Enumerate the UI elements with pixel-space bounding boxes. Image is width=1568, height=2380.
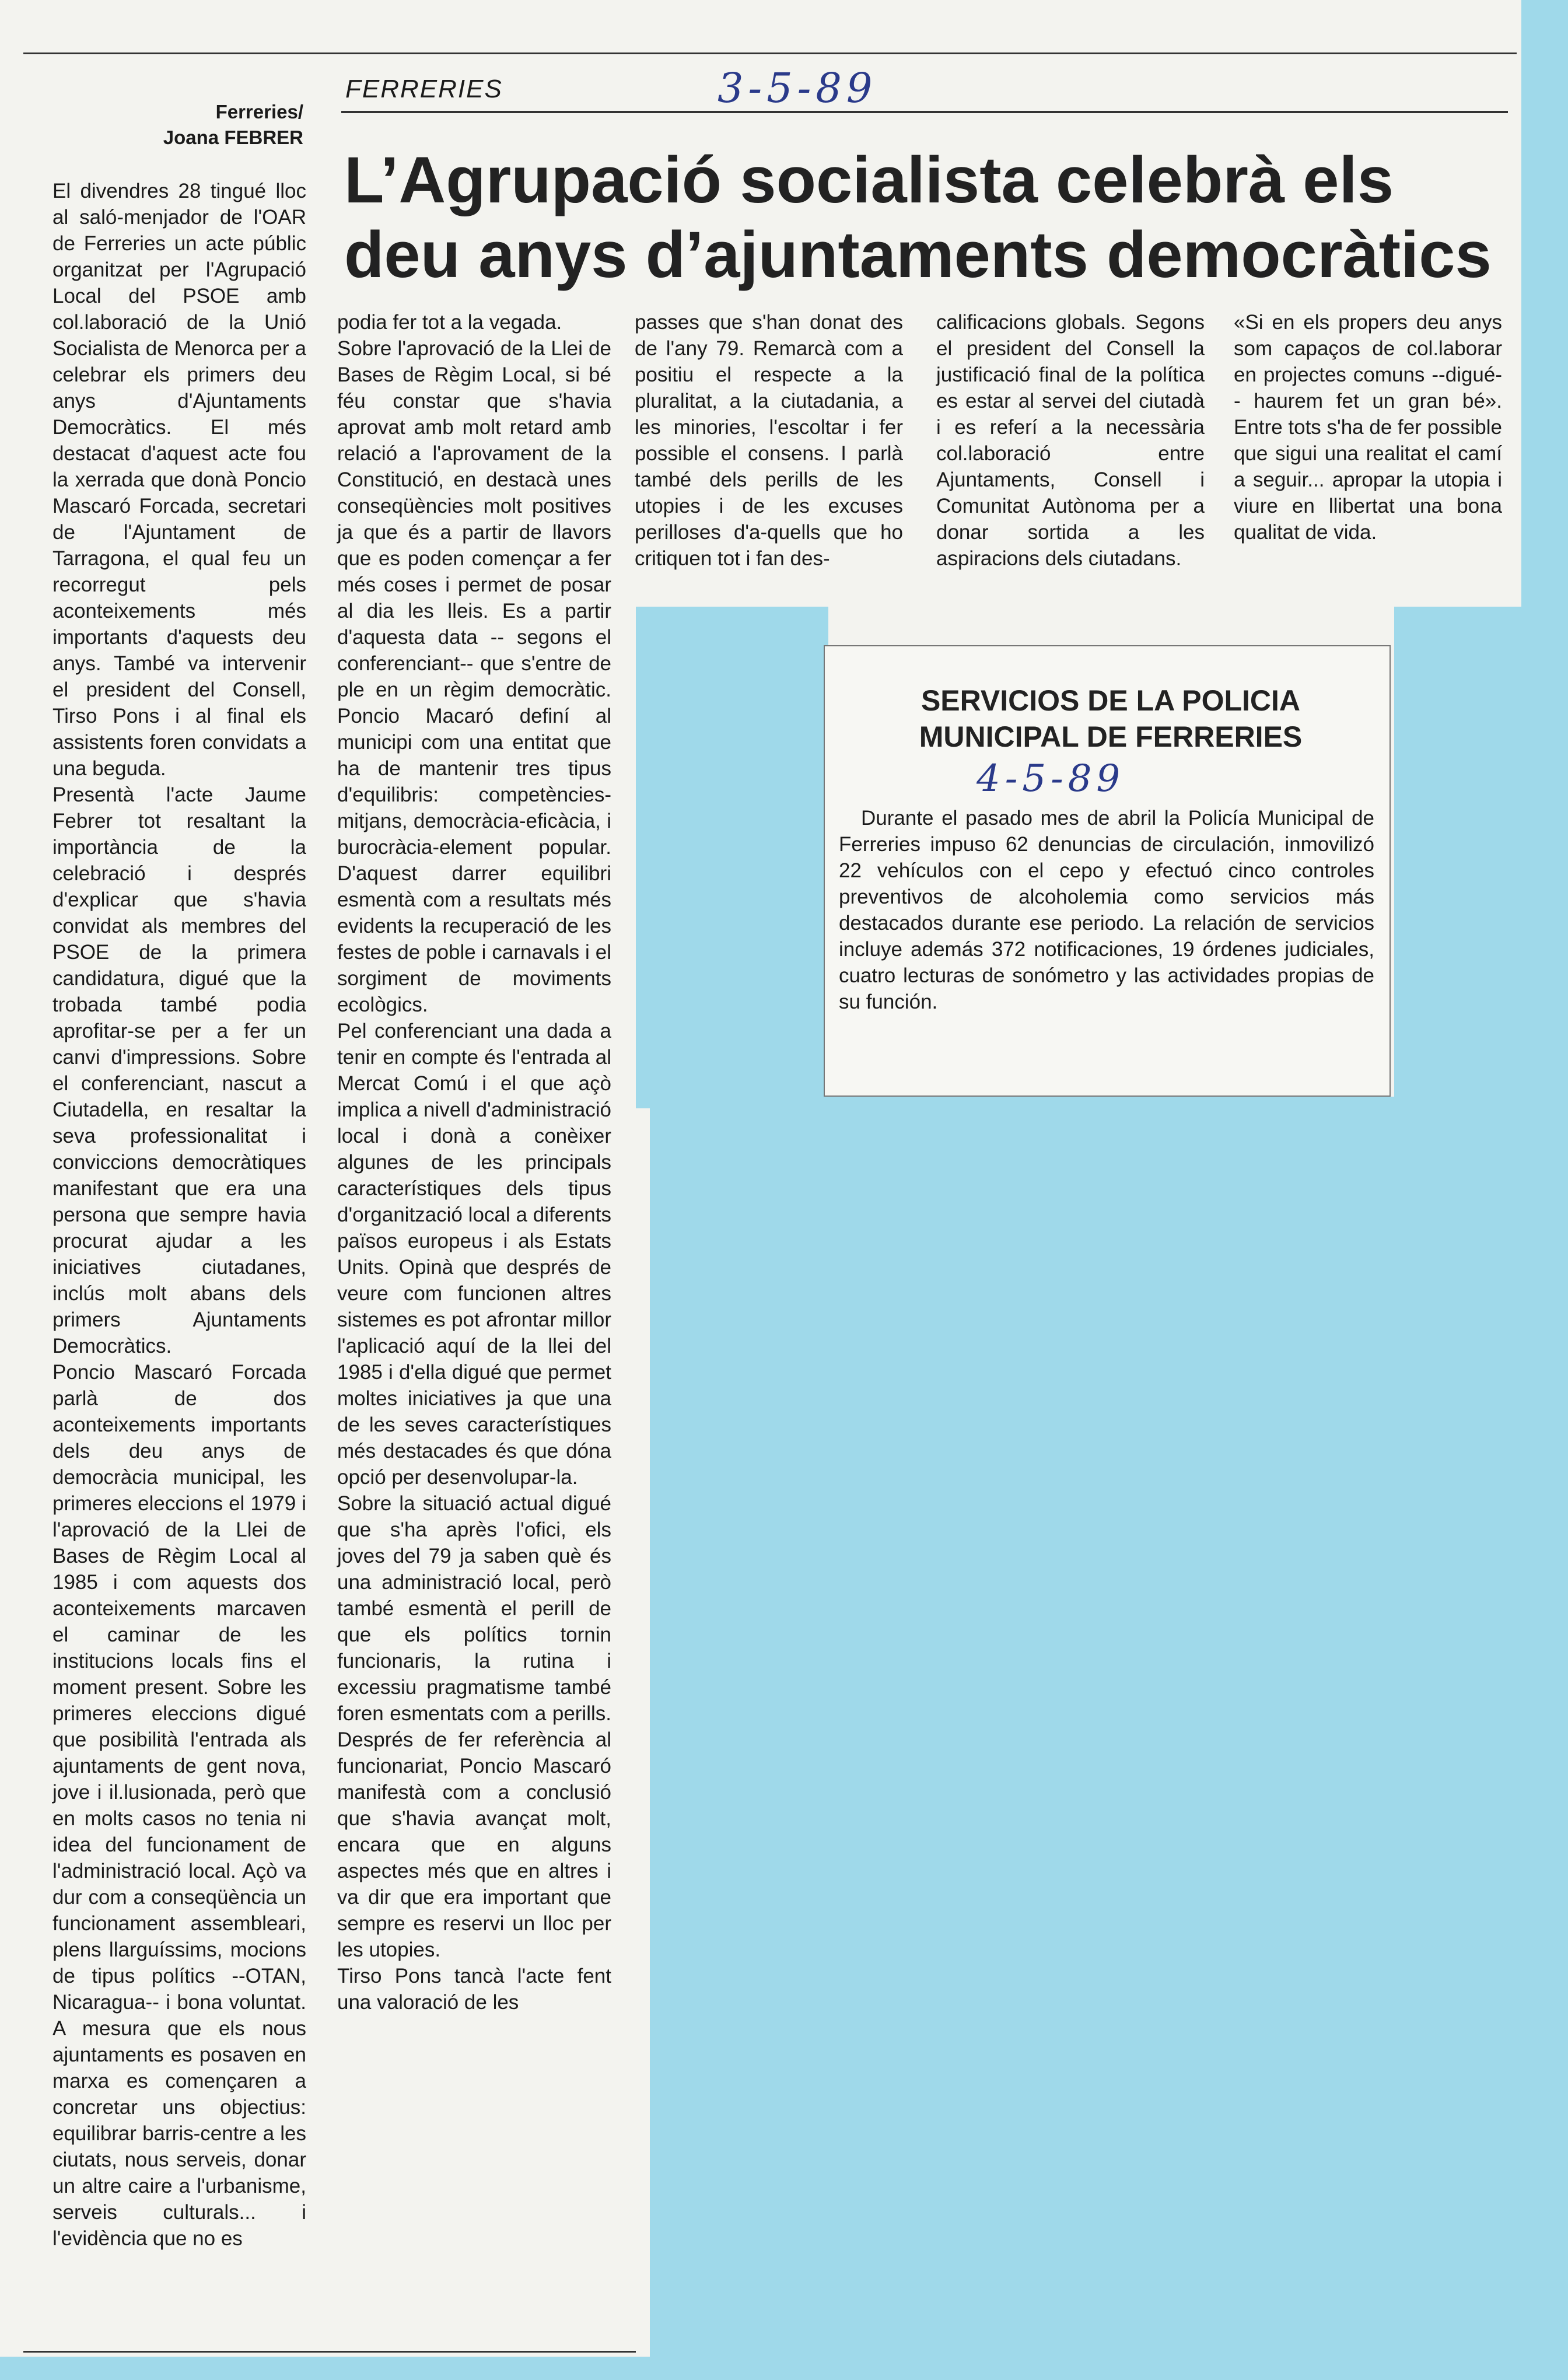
background-strip: [636, 607, 828, 1108]
section-label: FERRERIES: [345, 75, 503, 103]
article-column-2: podia fer tot a la vegada. Sobre l'aprovació de la Llei de Bases de Règim Local, si bé féu constar que s'havia aprovat amb molt retard amb relació a l'aprovament de la Constitució, en destacà unes conseqüències molt positives ja que és a partir de llavors que es poden començar a fer més coses i permet de posar al dia les lleis. Es a partir d'aquesta data -- segons el conferenciant-- que s'entre de ple en un règim democràtic. Poncio Macaró definí al municipi com una entitat que ha de mantenir tres tipus d'equilibris: competències-mitjans, democràcia-eficàcia, i burocràcia-element popular. D'aquest darrer equilibri esmentà com a resultats més evidents la recuperació de les festes de poble i carnavals i el sorgiment de moviments ecològics. Pel conferenciant una dada a tenir en compte és l'entrada al Mercat Comú i el que açò implica a nivell d'administració local i donà a conèixer algunes de les principals característiques dels tipus d'organització local a diferents països europeus i als Estats Units. Opinà que després de veure com funcionen altres sistemes es pot afrontar millor l'aplicació aquí de la llei del 1985 i d'ella digué que permet moltes iniciatives ja que una de les seves característiques més destacades és que dóna opció per desenvolupar-la. Sobre la situació actual digué que s'ha après l'ofici, els joves del 79 ja saben què és una administració local, però també esmentà el perill de que els polítics tornin funcionaris, la rutina i excessiu pragmatisme també foren esmentats com a perills. Després de fer referència al funcionariat, Poncio Mascaró manifestà com a conclusió que s'havia avançat molt, encara que en alguns aspectes més que en altres i va dir que era important que sempre es reservi un lloc per les utopies. Tirso Pons tancà l'acte fent una valoració de les: [337, 311, 611, 2014]
notice-body: Durante el pasado mes de abril la Policía Municipal de Ferreries impuso 62 denuncias de circulación, inmovilizó 22 vehículos con el cepo y efectuó cinco controles preventivos de alcoholemia como servicios más destacados durante ese periodo. La relación de servicios incluye además 372 notificaciones, 19 órdenes judiciales, cuatro lecturas de sonómetro y las actividades propias de su función.: [839, 807, 1374, 1013]
background-strip-right: [1394, 607, 1568, 1108]
article-column-3: passes que s'han donat des de l'any 79. Remarcà com a positiu el respecte a la pluralitat, a la ciutadania, a les minories, l'escoltar i fer possible el consens. I parlà també dels perills de les utopies i de les excuses perilloses d'a-quells que ho critiquen tot i fan des-: [635, 311, 903, 570]
handwritten-date: 3-5-89: [718, 64, 877, 112]
blue-backing-panel: [650, 1106, 1553, 2360]
notice-title: SERVICIOS DE LA POLICIA MUNICIPAL DE FERRERIES: [919, 684, 1303, 753]
article-column-1: El divendres 28 tingué lloc al saló-menjador de l'OAR de Ferreries un acte públic organitzat per l'Agrupació Local del PSOE amb col.laboració de la Unió Socialista de Menorca per a celebrar els primers deu anys d'Ajuntaments Democràtics. El més destacat d'aquest acte fou la xerrada que donà Poncio Mascaró Forcada, secretari de l'Ajuntament de Tarragona, el qual feu un recorregut pels aconteixements més importants d'aquests deu anys. També va intervenir el president del Consell, Tirso Pons i al final els assistents foren convidats a una beguda. Presentà l'acte Jaume Febrer tot resaltant la importància de la celebració i després d'explicar que s'havia convidat als membres del PSOE de la primera candidatura, digué que la trobada també podia aprofitar-se per a fer un canvi d'impressions. Sobre el conferenciant, nascut a Ciutadella, en resaltar la seva professionalitat i conviccions democràtiques manifestant que era una persona que sempre havia procurat ajudar a les iniciatives ciutadanes, inclús molt abans dels primers Ajuntaments Democràtics. Poncio Mascaró Forcada parlà de dos aconteixements importants dels deu anys de democràcia municipal, les primeres eleccions el 1979 i l'aprovació de la Llei de Bases de Règim Local al 1985 i com aquests dos aconteixements marcaven el caminar de les institucions locals fins el moment present. Sobre les primeres eleccions digué que posibilità l'entrada als ajuntaments de gent nova, jove i il.lusionada, però que en molts casos no tenia ni idea del funcionament de l'administració local. Açò va dur com a conseqüència un funcionament assembleari, plens llarguíssims, mocions de tipus polítics --OTAN, Nicaragua-- i bona voluntat. A mesura que els nous ajuntaments es posaven en marxa es començaren a concretar uns objectius: equilibrar barris-centre a les ciutats, nous serveis, donar un altre caire a l'urbanisme, serveis culturals... i l'evidència que no es: [52, 180, 306, 2250]
byline: Ferreries/ Joana FEBRER: [163, 101, 303, 148]
article-column-5: «Si en els propers deu anys som capaços de col.laborar en projectes comuns --digué-- haurem fet un gran bé». Entre tots s'ha de fer possible que sigui una realitat el camí a seguir... apropar la utopia i viure en llibertat una bona qualitat de vida.: [1234, 311, 1502, 544]
article-column-4: calificacions globals. Segons el president del Consell la justificació final de la política es estar al servei del ciutadà i es referí a la necessària col.laboració entre Ajuntaments, Consell i Comunitat Autònoma per a donar sortida a les aspiracions dels ciutadans.: [936, 311, 1205, 570]
police-notice: [824, 645, 1391, 1097]
top-rule: [23, 52, 1517, 54]
notice-handwritten-date: 4-5-89: [977, 757, 1125, 800]
headline: L’Agrupació socialista celebrà els deu anys d’ajuntaments democràtics: [344, 144, 1492, 291]
section-rule: [341, 111, 1508, 113]
bottom-rule: [23, 2351, 636, 2353]
